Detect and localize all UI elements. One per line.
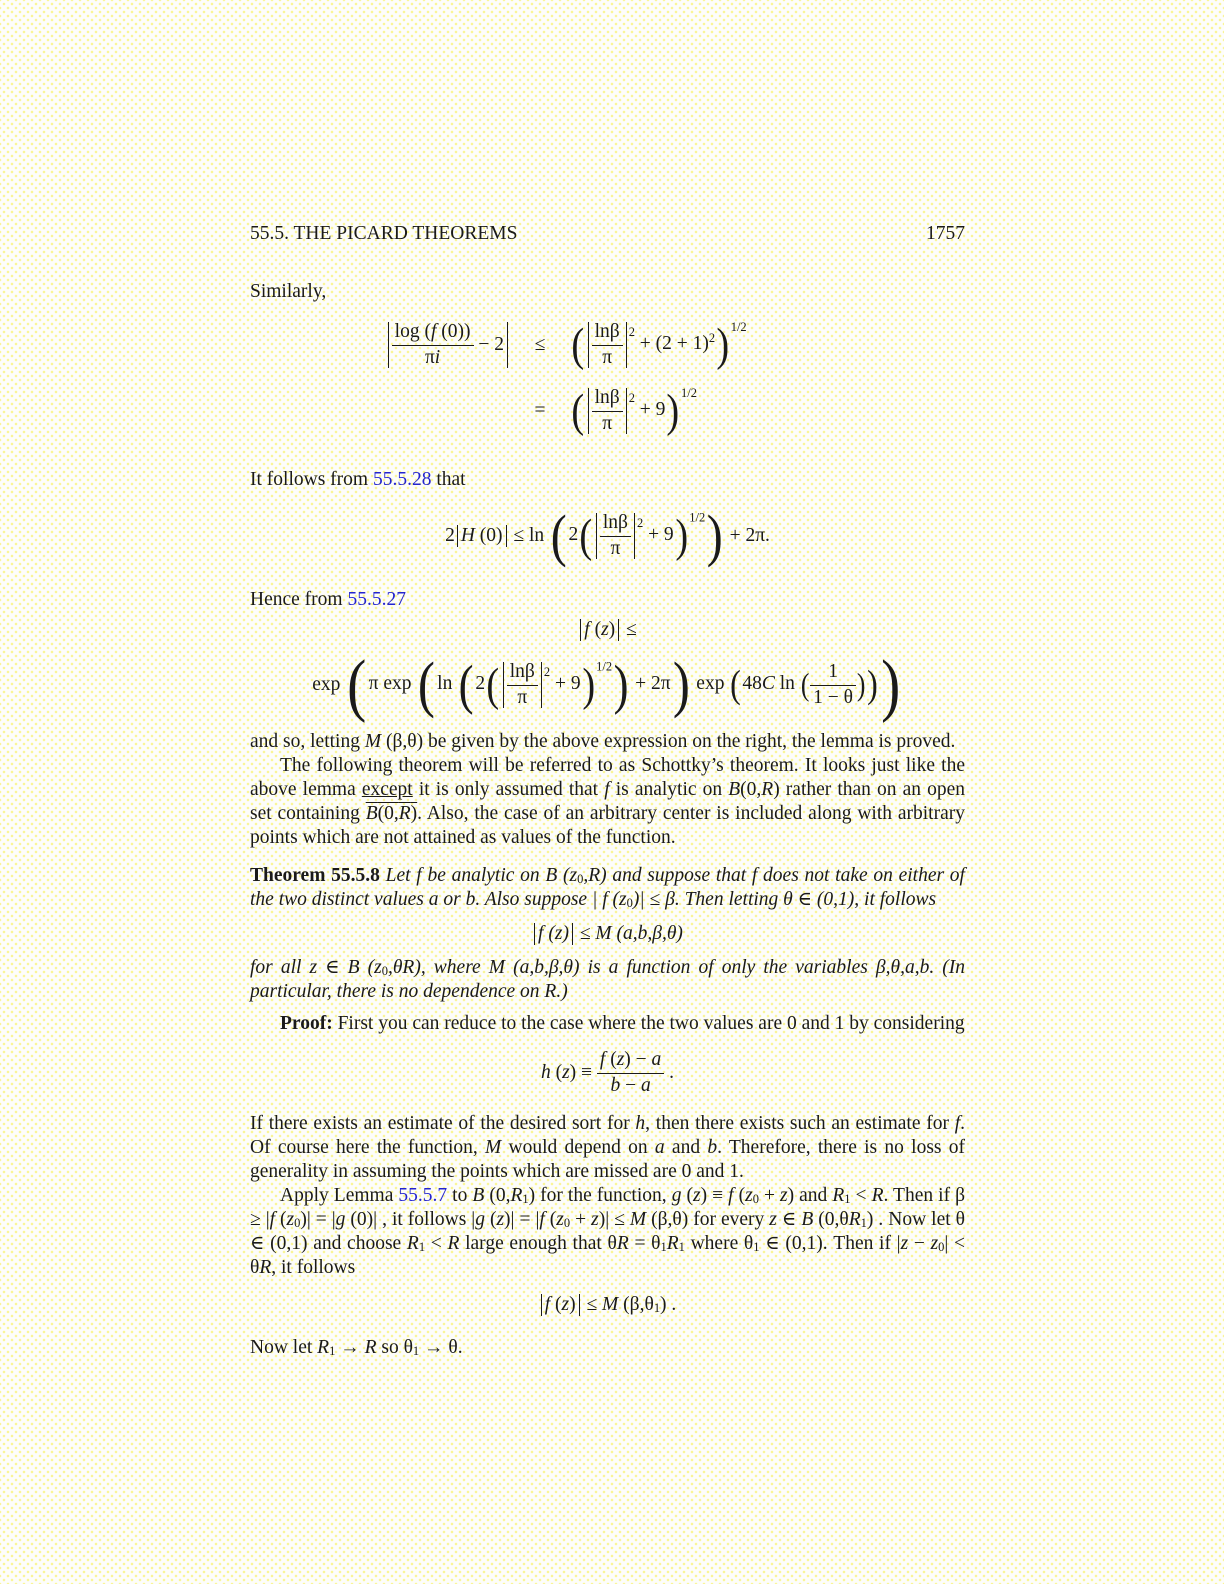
equation-content: h (z) ≡ $\frac{f (z) - a}{b - a}$ . — [540, 1048, 675, 1096]
page-number: 1757 — [926, 223, 965, 244]
equation-big-exp — [250, 644, 965, 726]
section-title: 55.5. THE PICARD THEOREMS — [250, 223, 518, 244]
equation-similarly-align — [250, 312, 965, 444]
equation-content: f (z) ≤ M (a,b,β,θ) — [532, 923, 683, 946]
page-header — [250, 222, 965, 246]
equation-rhs-2: ( $\frac{\ln\beta}{\pi}$ $^2$ + 9)$^{1/2}$ — [571, 385, 697, 437]
equation-theorem-bound — [250, 916, 965, 952]
equation-content: exp ( π exp (ln (2( $\frac{\ln\beta}{\pi}$ $^2$ + 9)$^{1/2}$) + 2π) exp (48C ln ( $\frac{1}{1 - \theta}$ ))) — [312, 646, 901, 724]
equation-content: f (z) ≤ — [578, 619, 636, 642]
paragraph-hence-from: Hence from 55.5.27 — [250, 589, 406, 610]
equation-h-definition — [250, 1042, 965, 1104]
paragraph-similarly: Similarly, — [250, 281, 327, 302]
equation-h0-bound — [250, 492, 965, 580]
paragraph-follows-from: It follows from 55.5.28 that — [250, 469, 466, 490]
theorem-statement-tail: for all z ∈ B (z0,θR), where M (a,b,β,θ) is a function of only the variables β,θ,a,b. (In particular, there is no dependence on R.) — [250, 957, 966, 1002]
paragraph-apply-lemma: Apply Lemma 55.5.7 to B (0,R1) for the function, g (z) ≡ f (z0 + z) and R1 < R. Then if β ≥ |f (z0)| = |g (0)| , it follows |g (z)| = |f (z0 + z)| ≤ M (β,θ) for every z ∈ B (0,θR1) . Now let θ ∈ (0,1) and choose R1 < R large enough that θR = θ1R1 where θ1 ∈ (0,1). Then if |z − z0| < θR, it follows — [250, 1185, 966, 1278]
paragraph-proof-intro: Proof: First you can reduce to the case where the two values are 0 and 1 by considering — [280, 1013, 965, 1034]
equation-content: f (z) ≤ M (β,θ1) . — [539, 1294, 677, 1317]
equation-m-beta-theta1 — [250, 1284, 965, 1326]
equation-fz-le — [250, 616, 965, 644]
equation-lhs: $\frac{\log (f (0))}{\pi i}$ − 2 — [250, 322, 510, 369]
page — [250, 0, 965, 1360]
ref-link[interactable]: 55.5.27 — [347, 589, 406, 610]
ref-link[interactable]: 55.5.7 — [398, 1185, 448, 1206]
equation-content: 2 H (0) ≤ ln (2( $\frac{\ln\beta}{\pi}$ $^2$ + 9)$^{1/2}$) + 2π. — [445, 503, 770, 568]
equation-rhs-1: ( $\frac{\ln\beta}{\pi}$ $^2 + (2 + 1)^2)^{1/2}$ — [571, 319, 747, 371]
paragraph-if-exists: If there exists an estimate of the desired sort for h, then there exists such an estimate for f. Of course here the function, M would depend on a and b. Therefore, there is no loss of generality in assuming the points which are missed are 0 and 1. — [250, 1113, 965, 1182]
relation-eq: = — [534, 400, 546, 421]
paragraph-now-let: Now let R1 → R so θ1 → θ. — [250, 1337, 463, 1359]
paragraph-and-so: and so, letting M (β,θ) be given by the above expression on the right, the lemma is proved. — [250, 731, 956, 752]
ref-link[interactable]: 55.5.28 — [372, 469, 432, 490]
relation-leq: ≤ — [534, 334, 546, 355]
paragraph-following-theorem: The following theorem will be referred to as Schottky’s theorem. It looks just like the above lemma except it is only assumed that f is analytic on B(0,R) rather than on an open set containing B(0,R). Also, the case of an arbitrary center is included along with arbitrary points which are not attained as values of the function. — [250, 755, 966, 848]
theorem-statement-head: Theorem 55.5.8 Let f be analytic on B (z0,R) and suppose that f does not take on either of the two distinct values a or b. Also suppose | f (z0)| ≤ β. Then letting θ ∈ (0,1), it follows — [250, 865, 965, 911]
theorem-55-5-8 — [250, 864, 965, 1004]
